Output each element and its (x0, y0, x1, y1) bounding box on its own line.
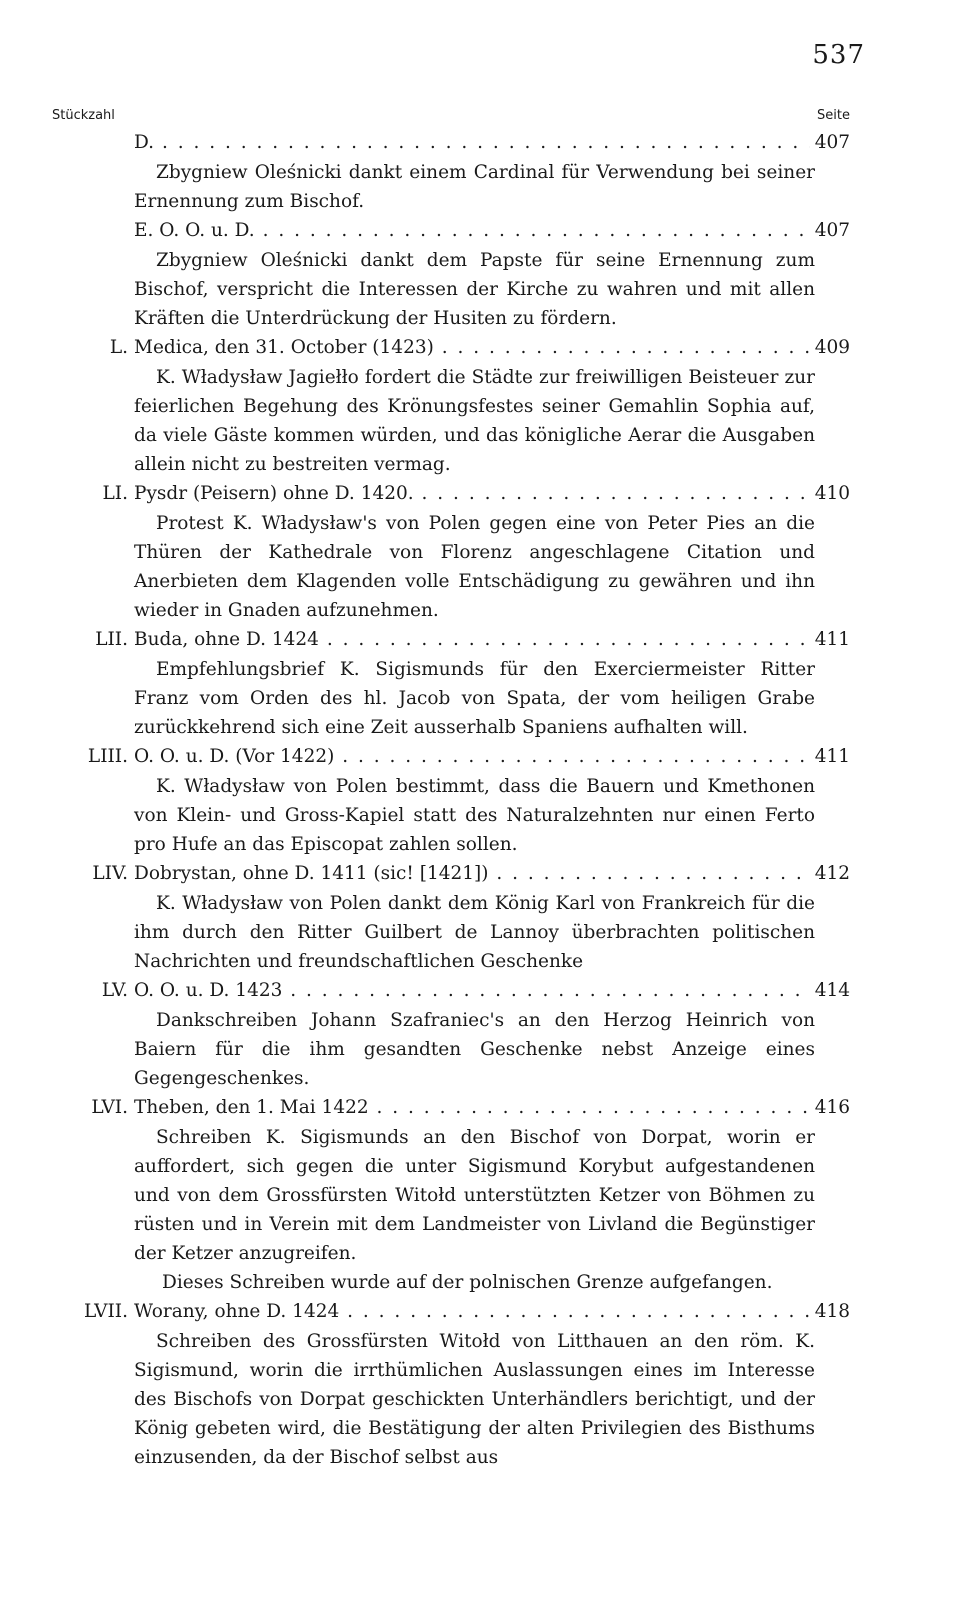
entry-number: LIII. (87, 746, 128, 767)
entry-6 (0, 742, 960, 859)
entry-head (0, 216, 960, 246)
entry-page-ref: 418 (814, 1301, 850, 1322)
entry-page-ref: 409 (814, 337, 850, 358)
entry-number: LVII. (84, 1301, 128, 1322)
entry-number: LII. (95, 629, 128, 650)
entry-place-date: Worany, ohne D. 1424 . . . (134, 1297, 810, 1327)
entry-3 (0, 333, 960, 479)
entry-place-date: Dobrystan, ohne D. 1411 (sic! [1421]) . . . (134, 859, 810, 889)
entry-number: LVI. (91, 1097, 128, 1118)
entry-summary: Empfehlungsbrief K. Sigismunds für den Exerciermeister Ritter Franz vom Orden des hl. Jacob von Spata, der vom heiligen Grabe zurückkehrend sich eine Zeit ausserhalb Spaniens aufhalten will. (134, 659, 815, 738)
entry-summary: Dankschreiben Johann Szafraniec's an den Herzog Heinrich von Baiern für die ihm gesandten Geschenke nebst Anzeige eines Gegengeschenkes. (134, 1010, 815, 1089)
entry-summary: K. Władysław von Polen bestimmt, dass die Bauern und Kmethonen von Klein- und Gross-Kapiel statt des Naturalzehnten nur einen Ferto pro Hufe an das Episcopat zahlen sollen. (134, 776, 815, 855)
entry-number: LV. (101, 980, 128, 1001)
entry-8 (0, 976, 960, 1093)
entry-head (0, 1093, 960, 1123)
entry-note: Dieses Schreiben wurde auf der polnischen Grenze aufgefangen. (162, 1272, 773, 1293)
entry-head (0, 625, 960, 655)
entry-page-ref: 411 (814, 746, 850, 767)
column-header-right: Seite (817, 108, 850, 123)
entry-page-ref: 410 (814, 483, 850, 504)
entry-list (0, 128, 960, 1472)
entry-head (0, 128, 960, 158)
entry-head (0, 333, 960, 363)
entry-4 (0, 479, 960, 625)
entry-page-ref: 411 (814, 629, 850, 650)
entry-2 (0, 216, 960, 333)
entry-place-date: Theben, den 1. Mai 1422 . . . (134, 1093, 810, 1123)
entry-page-ref: 407 (814, 220, 850, 241)
entry-summary: Zbygniew Oleśnicki dankt dem Papste für seine Ernennung zum Bischof, verspricht die Interessen der Kirche zu wahren und mit allen Kräften die Unterdrückung der Husiten zu fördern. (134, 250, 815, 329)
entry-place-date: Medica, den 31. October (1423) . . . (134, 333, 810, 363)
entry-summary: K. Władysław Jagiełło fordert die Städte zur freiwilligen Beisteuer zur feierlichen Begehung des Krönungsfestes seiner Gemahlin Sophia auf, da viele Gäste kommen würden, und das königliche Aerar die Ausgaben allein nicht zu bestreiten vermag. (134, 367, 815, 475)
entry-summary: Schreiben K. Sigismunds an den Bischof von Dorpat, worin er auffordert, sich gegen die unter Sigismund Korybut aufgestandenen und von dem Grossfürsten Witołd unterstützten Ketzer von Böhmen zu rüsten und in Verein mit dem Landmeister von Livland die Begünstiger der Ketzer anzugreifen. (134, 1127, 815, 1264)
entry-summary: Protest K. Władysław's von Polen gegen eine von Peter Pies an die Thüren der Kathedrale von Florenz angeschlagene Citation und Anerbieten dem Klagenden volle Entschädigung zu gewähren und ihn wieder in Gnaden aufzunehmen. (134, 513, 815, 621)
entry-place-date: O. O. u. D. 1423 . . . (134, 976, 810, 1006)
entry-page-ref: 416 (814, 1097, 850, 1118)
entry-page-ref: 407 (814, 132, 850, 153)
entry-number: L. (109, 337, 128, 358)
entry-5 (0, 625, 960, 742)
entry-page-ref: 414 (814, 980, 850, 1001)
entry-head (0, 859, 960, 889)
entry-7 (0, 859, 960, 976)
column-header-left: Stückzahl (52, 108, 115, 123)
entry-place-date: D. . . . (134, 128, 810, 158)
page-number: 537 (812, 40, 865, 70)
entry-page-ref: 412 (814, 863, 850, 884)
entry-summary: K. Władysław von Polen dankt dem König Karl von Frankreich für die ihm durch den Ritter Guilbert de Lannoy überbrachten politischen Nachrichten und freundschaftlichen Geschenke (134, 893, 815, 972)
entry-place-date: Buda, ohne D. 1424 . . . (134, 625, 810, 655)
entry-1 (0, 128, 960, 216)
entry-summary: Zbygniew Oleśnicki dankt einem Cardinal für Verwendung bei seiner Ernennung zum Bischof. (134, 162, 815, 212)
entry-head (0, 479, 960, 509)
entry-head (0, 742, 960, 772)
entry-summary: Schreiben des Grossfürsten Witołd von Litthauen an den röm. K. Sigismund, worin die irrthümlichen Auslassungen eines im Interesse des Bischofs von Dorpat geschickten Unterhändlers berichtigt, und der König gebeten wird, die Bestätigung der alten Privilegien des Bisthums einzusenden, da der Bischof selbst aus (134, 1331, 815, 1468)
entry-10 (0, 1297, 960, 1472)
entry-place-date: Pysdr (Peisern) ohne D. 1420. . . . (134, 479, 810, 509)
entry-place-date: O. O. u. D. (Vor 1422) . . . (134, 742, 810, 772)
entry-place-date: E. O. O. u. D. . . . (134, 216, 810, 246)
entry-head (0, 1297, 960, 1327)
entry-9 (0, 1093, 960, 1297)
entry-head (0, 976, 960, 1006)
entry-number: LIV. (92, 863, 128, 884)
entry-number: LI. (102, 483, 128, 504)
